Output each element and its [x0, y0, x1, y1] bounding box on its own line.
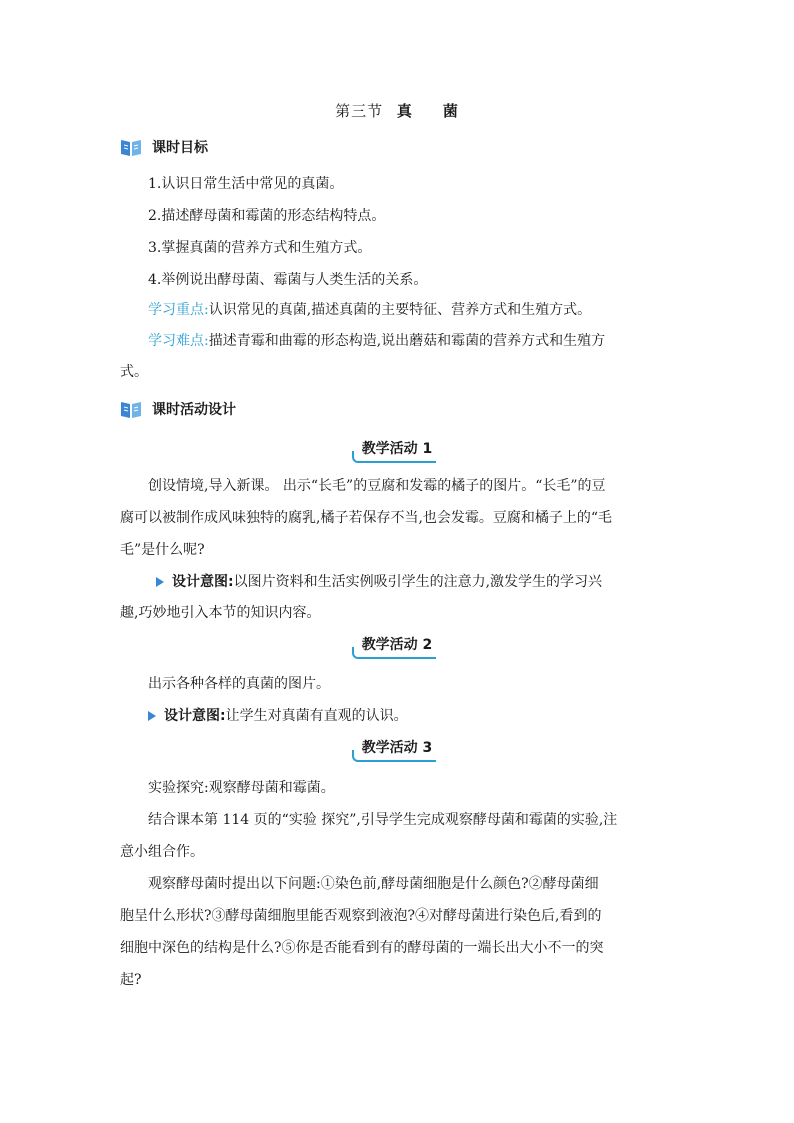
title-prefix: 第三节	[335, 102, 384, 120]
activity2-para: 出示各种各样的真菌的图片。	[148, 676, 330, 692]
book-icon	[120, 399, 142, 419]
section-header-activities	[120, 398, 236, 420]
section-header-goals	[120, 136, 208, 158]
section-title: 课时活动设计	[152, 402, 236, 418]
triangle-icon	[148, 711, 156, 721]
activity3-para: 细胞中深色的结构是什么?⑤你是否能看到有的酵母菌的一端长出大小不一的突	[120, 940, 604, 956]
difficult-point-cont: 式。	[120, 364, 148, 380]
triangle-icon	[156, 577, 164, 587]
book-icon	[120, 137, 142, 157]
design-label: 设计意图:	[164, 708, 226, 724]
activity-heading-3: 教学活动 3	[0, 737, 794, 762]
activity3-para: 观察酵母菌时提出以下问题:①染色前,酵母菌细胞是什么颜色?②酵母菌细	[148, 876, 599, 892]
activity1-para: 毛”是什么呢?	[120, 542, 205, 558]
key-point	[148, 294, 676, 326]
design-text: 以图片资料和生活实例吸引学生的注意力,激发学生的学习兴	[233, 574, 603, 590]
difficult-point-label: 学习难点:	[148, 333, 209, 349]
goal-item: 2.描述酵母菌和霉菌的形态结构特点。	[148, 208, 386, 224]
activity1-para: 创设情境,导入新课。 出示“长毛”的豆腐和发霉的橘子的图片。“长毛”的豆	[148, 478, 606, 494]
design-text: 让学生对真菌有直观的认识。	[225, 708, 408, 724]
design-label: 设计意图:	[172, 574, 234, 590]
activity3-para: 意小组合作。	[120, 844, 204, 860]
title-main-2: 菌	[442, 102, 459, 120]
activity3-para: 胞呈什么形状?③酵母菌细胞里能否观察到液泡?④对酵母菌进行染色后,看到的	[120, 908, 602, 924]
activity1-design	[156, 566, 676, 598]
activity1-para: 腐可以被制作成风味独特的腐乳,橘子若保存不当,也会发霉。豆腐和橘子上的“毛	[120, 510, 613, 526]
goal-item: 3.掌握真菌的营养方式和生殖方式。	[148, 240, 372, 256]
activity1-design-cont: 趣,巧妙地引入本节的知识内容。	[120, 605, 321, 621]
activity3-para: 结合课本第 114 页的“实验 探究”,引导学生完成观察酵母菌和霉菌的实验,注	[148, 812, 618, 828]
activity3-para: 实验探究:观察酵母菌和霉菌。	[148, 780, 335, 796]
title-main-1: 真	[396, 102, 413, 120]
activity-heading-1: 教学活动 1	[0, 438, 794, 463]
activity2-design	[148, 700, 676, 732]
key-point-label: 学习重点:	[148, 302, 209, 318]
activity-heading-2: 教学活动 2	[0, 634, 794, 659]
section-title: 课时目标	[152, 140, 208, 156]
activity3-para: 起?	[120, 972, 142, 988]
goal-item: 1.认识日常生活中常见的真菌。	[148, 176, 344, 192]
difficult-point	[148, 325, 676, 357]
goal-item: 4.举例说出酵母菌、霉菌与人类生活的关系。	[148, 272, 428, 288]
page-title	[0, 100, 794, 121]
key-point-text: 认识常见的真菌,描述真菌的主要特征、营养方式和生殖方式。	[208, 302, 592, 318]
difficult-point-text: 描述青霉和曲霉的形态构造,说出蘑菇和霉菌的营养方式和生殖方	[208, 333, 606, 349]
